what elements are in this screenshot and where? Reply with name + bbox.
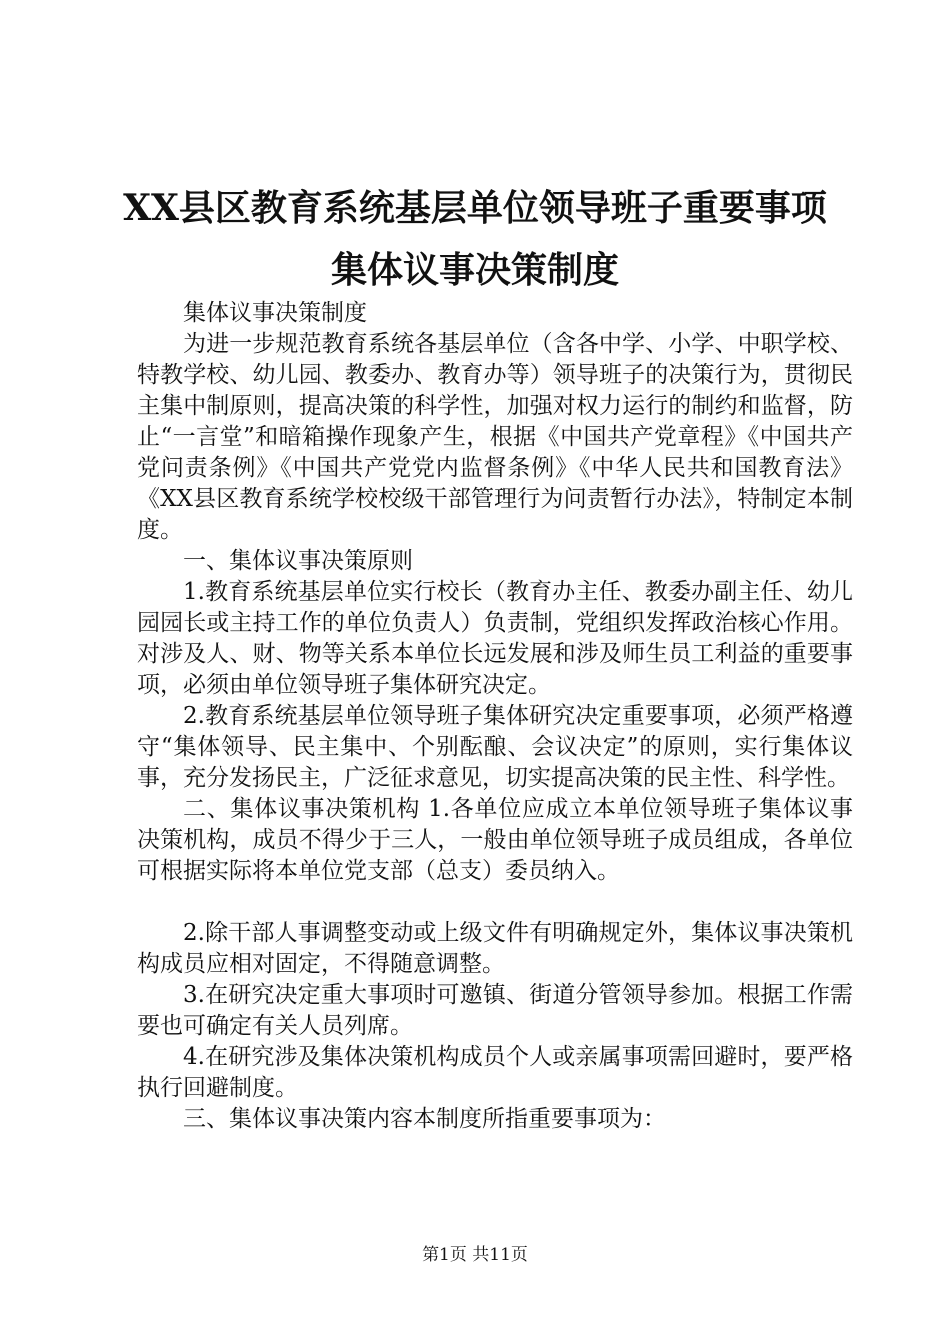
paragraph-organization-3: 3.在研究决定重大事项时可邀镇、街道分管领导参加。根据工作需要也可确定有关人员列席。 <box>137 982 853 1039</box>
blank-line <box>137 887 853 918</box>
document-body <box>137 298 853 1135</box>
document-title-line1: XX县区教育系统基层单位领导班子重要事项 <box>123 187 827 229</box>
page-footer: 第1页 共11页 <box>422 1245 528 1265</box>
section-heading-principles: 一、集体议事决策原则 <box>183 548 413 574</box>
section-heading-content: 三、集体议事决策内容本制度所指重要事项为： <box>183 1106 666 1132</box>
paragraph-principle-1: 1.教育系统基层单位实行校长（教育办主任、教委办副主任、幼儿园园长或主持工作的单位负责人）负责制，党组织发挥政治核心作用。对涉及人、财、物等关系本单位长远发展和涉及师生员工利益的重要事项，必须由单位领导班子集体研究决定。 <box>137 579 853 698</box>
document-title-line2: 集体议事决策制度 <box>330 249 619 291</box>
paragraph-organization-1: 二、集体议事决策机构 1.各单位应成立本单位领导班子集体议事决策机构，成员不得少于三人，一般由单位领导班子成员组成，各单位可根据实际将本单位党支部（总支）委员纳入。 <box>137 796 853 884</box>
paragraph-subtitle: 集体议事决策制度 <box>183 300 367 326</box>
paragraph-organization-2: 2.除干部人事调整变动或上级文件有明确规定外，集体议事决策机构成员应相对固定，不得随意调整。 <box>137 920 853 977</box>
paragraph-principle-2: 2.教育系统基层单位领导班子集体研究决定重要事项，必须严格遵守“集体领导、民主集中、个别酝酿、会议决定”的原则，实行集体议事，充分发扬民主，广泛征求意见，切实提高决策的民主性、科学性。 <box>137 703 853 791</box>
paragraph-organization-4: 4.在研究涉及集体决策机构成员个人或亲属事项需回避时，要严格执行回避制度。 <box>137 1044 853 1101</box>
paragraph-preamble: 为进一步规范教育系统各基层单位（含各中学、小学、中职学校、特教学校、幼儿园、教委办、教育办等）领导班子的决策行为，贯彻民主集中制原则，提高决策的科学性，加强对权力运行的制约和监督，防止“一言堂”和暗箱操作现象产生，根据《中国共产党章程》《中国共产党问责条例》《中国共产党党内监督条例》《中华人民共和国教育法》《XX县区教育系统学校校级干部管理行为问责暂行办法》，特制定本制度。 <box>137 331 853 543</box>
